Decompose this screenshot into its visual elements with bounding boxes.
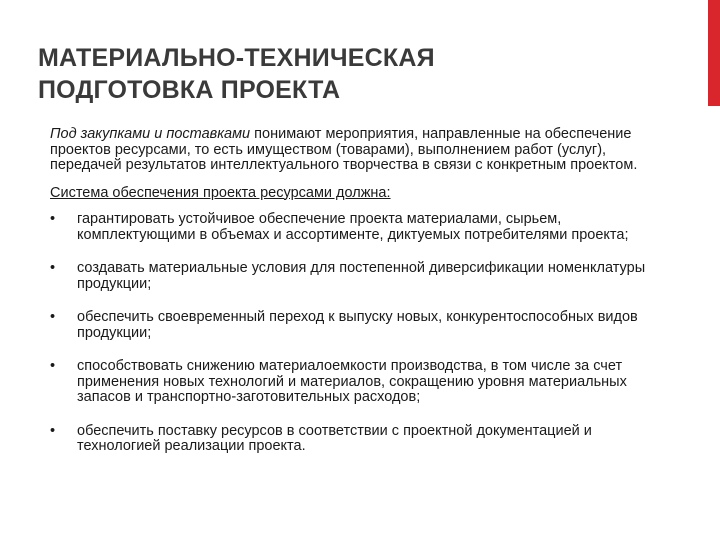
- list-item-text: гарантировать устойчивое обеспечение проекта материалами, сырьем, комплектующими в объемах и ассортименте, диктуемых потребителями проекта;: [77, 211, 629, 243]
- slide-title-line-1: МАТЕРИАЛЬНО-ТЕХНИЧЕСКАЯ: [38, 44, 435, 72]
- list-item: [50, 359, 660, 406]
- slide-title-line-2: ПОДГОТОВКА ПРОЕКТА: [38, 76, 341, 104]
- bullet-icon: •: [50, 422, 56, 439]
- list-item-text: обеспечить своевременный переход к выпуску новых, конкурентоспособных видов продукции;: [77, 309, 638, 341]
- bullet-icon: •: [50, 211, 56, 227]
- requirements-heading: Система обеспечения проекта ресурсами должна:: [50, 184, 391, 201]
- slide-title: [38, 42, 658, 106]
- list-item-text: создавать материальные условия для постепенной диверсификации номенклатуры продукции;: [77, 260, 646, 292]
- list-item: [50, 212, 660, 243]
- bullet-icon: •: [50, 309, 56, 325]
- intro-term: Под закупками и поставками: [50, 126, 251, 142]
- bullet-icon: •: [50, 358, 56, 374]
- intro-definition: понимают мероприятия, направленные на обеспечение проектов ресурсами, то есть имуществом (товарами), выполнением работ (услуг), передачей результатов интеллектуального творчества в связи с конкретным проектом.: [50, 126, 638, 173]
- list-item: [50, 424, 660, 455]
- list-item: [50, 310, 660, 341]
- requirements-list: [50, 212, 660, 455]
- list-item: [50, 261, 660, 292]
- intro-paragraph: [50, 127, 660, 174]
- slide-body: [50, 127, 660, 473]
- list-item-text: обеспечить поставку ресурсов в соответствии с проектной документацией и технологией реализации проекта.: [77, 422, 592, 454]
- bullet-icon: •: [50, 260, 56, 276]
- list-item-text: способствовать снижению материалоемкости производства, в том числе за счет применения новых технологий и материалов, сокращению уровня материальных запасов и транспортно-заготовительных расходов;: [77, 358, 627, 405]
- accent-bar: [708, 0, 720, 106]
